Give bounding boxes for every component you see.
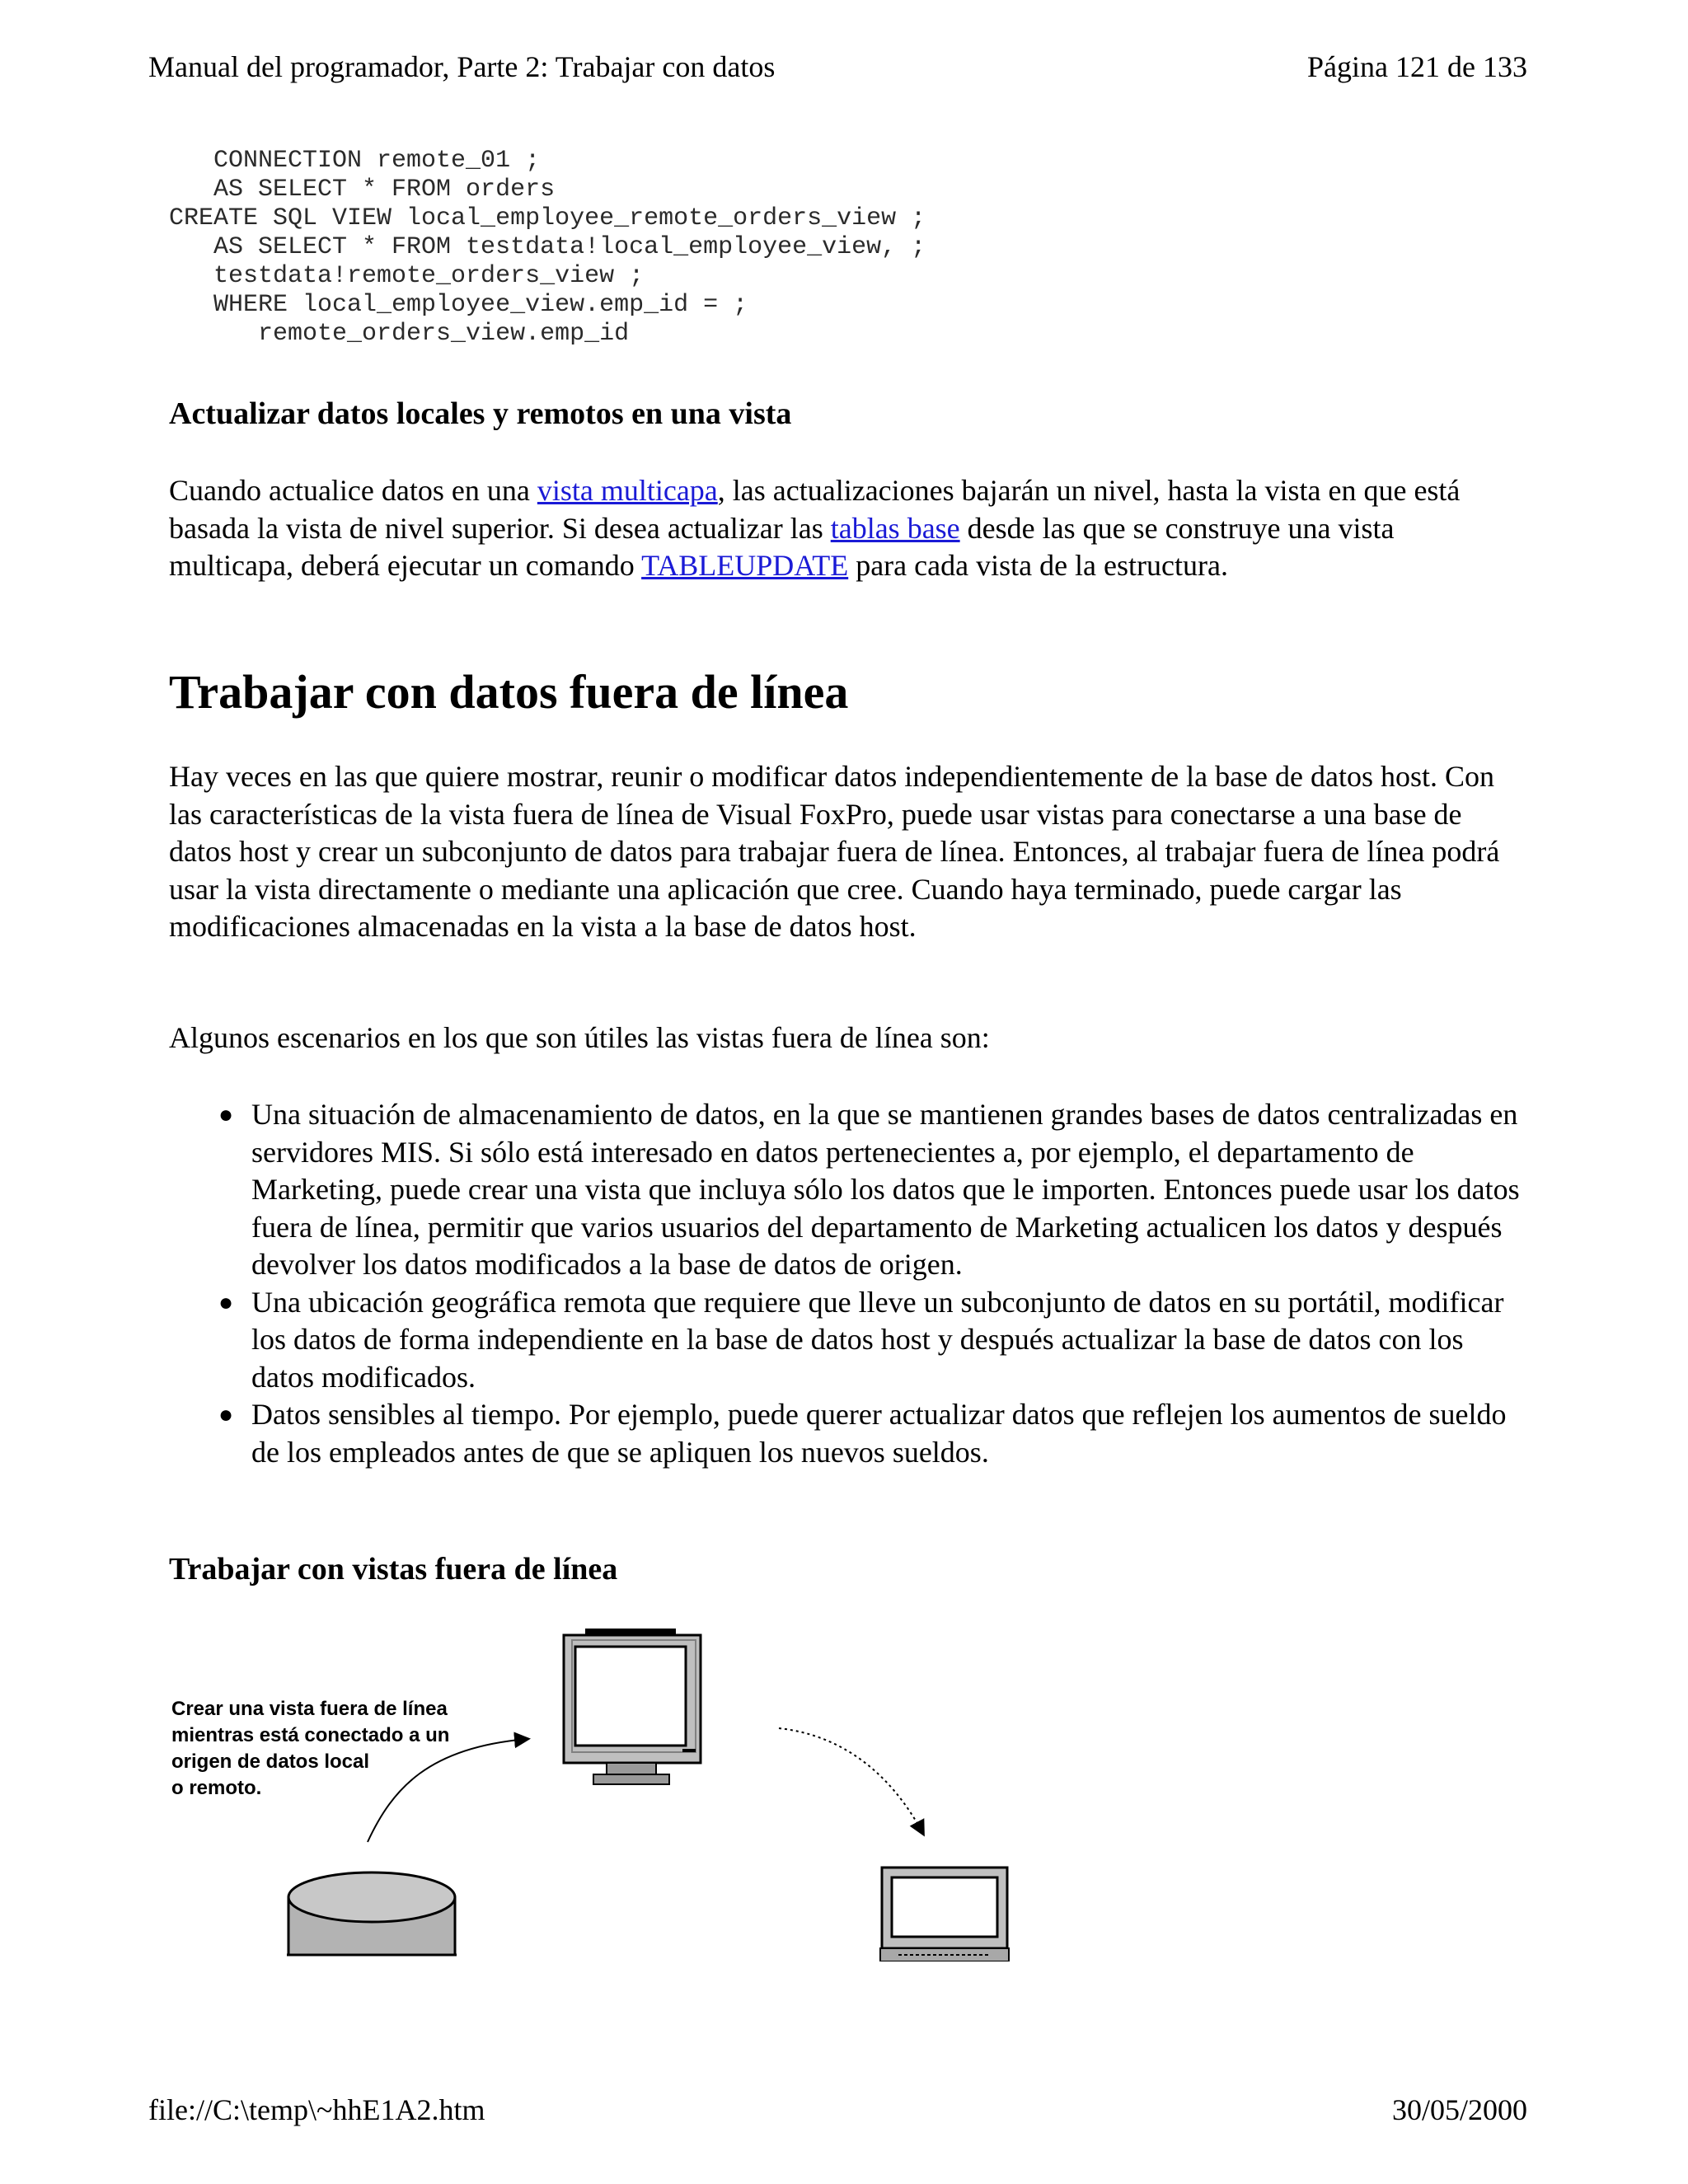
bullet-icon: ● xyxy=(218,1288,234,1316)
paragraph-scenarios-intro: Algunos escenarios en los que son útiles las vistas fuera de línea son: xyxy=(169,1021,990,1054)
code-line: CONNECTION remote_01 ; xyxy=(169,147,541,175)
text-run: desde las que se construye una vista multicapa, deberá ejecutar un comando xyxy=(169,511,1395,582)
page-number: Página 121 de 133 xyxy=(1307,50,1527,83)
database-icon xyxy=(287,1872,457,1955)
offline-view-diagram xyxy=(165,1615,1030,1961)
list-item-text: Una ubicación geográfica remota que requiere que lleve un subconjunto de datos en su portátil, modificar los datos de forma independiente en la base de datos host y después actualizar la base de datos con los datos modificados. xyxy=(251,1285,1504,1394)
header-title: Manual del programador, Parte 2: Trabajar con datos xyxy=(148,50,776,83)
desktop-computer-icon xyxy=(564,1629,701,1784)
code-line: testdata!remote_orders_view ; xyxy=(169,262,645,290)
diagram-graphics xyxy=(165,1615,1030,1961)
caption-line: mientras está conectado a un xyxy=(171,1724,450,1746)
section-heading-offline: Trabajar con datos fuera de línea xyxy=(169,665,849,719)
caption-line: origen de datos local xyxy=(171,1750,370,1773)
laptop-icon xyxy=(880,1868,1009,1961)
section-heading-update: Actualizar datos locales y remotos en una vista xyxy=(169,396,792,431)
code-line: remote_orders_view.emp_id xyxy=(169,320,630,348)
list-item-text: Datos sensibles al tiempo. Por ejemplo, puede querer actualizar datos que reflejen los aumentos de sueldo de los empleados antes de que se apliquen los nuevos sueldos. xyxy=(251,1398,1507,1469)
code-line: CREATE SQL VIEW local_employee_remote_orders_view ; xyxy=(169,204,926,232)
code-block xyxy=(169,147,926,349)
bullet-icon: ● xyxy=(218,1401,234,1428)
scenario-list xyxy=(169,1096,1529,1471)
list-item-text: Una situación de almacenamiento de datos, en la que se mantienen grandes bases de datos centralizadas en servidores MIS. Si sólo está interesado en datos pertenecientes a, por ejemplo, el departamento de Marketing, puede crear una vista que incluya sólo los datos que le importen. Entonces puede usar los datos fuera de línea, permitir que varios usuarios del departamento de Marketing actualicen los datos y después devolver los datos modificados a la base de datos de origen. xyxy=(251,1098,1520,1281)
text-run: , las actualizaciones bajarán un nivel, hasta la vista en que está basada la vista de nivel superior. Si desea actualizar las xyxy=(169,474,1461,545)
code-line: AS SELECT * FROM orders xyxy=(169,176,556,204)
code-line: WHERE local_employee_view.emp_id = ; xyxy=(169,291,748,319)
caption-line: o remoto. xyxy=(171,1777,262,1799)
footer-date: 30/05/2000 xyxy=(1391,2093,1527,2126)
list-item xyxy=(169,1096,1529,1284)
text-run: para cada vista de la estructura. xyxy=(848,549,1228,582)
bullet-icon: ● xyxy=(218,1101,234,1128)
code-line: AS SELECT * FROM testdata!local_employee_view, ; xyxy=(169,233,926,261)
caption-line: Crear una vista fuera de línea xyxy=(171,1698,448,1720)
paragraph-update xyxy=(169,472,1521,585)
link-tableupdate[interactable]: TABLEUPDATE xyxy=(641,549,849,582)
link-vista-multicapa[interactable]: vista multicapa xyxy=(537,474,718,507)
section-heading-offline-views: Trabajar con vistas fuera de línea xyxy=(169,1552,618,1586)
list-item xyxy=(169,1284,1529,1397)
list-item xyxy=(169,1396,1529,1471)
footer-path: file://C:\temp\~hhE1A2.htm xyxy=(148,2093,485,2126)
text-run: Cuando actualice datos en una xyxy=(169,474,537,507)
link-tablas-base[interactable]: tablas base xyxy=(830,511,960,545)
paragraph-offline-intro: Hay veces en las que quiere mostrar, reunir o modificar datos independientemente de la base de datos host. Con las características de la vista fuera de línea de Visual FoxPro, puede usar vistas para conectarse a una base de datos host y crear un subconjunto de datos para trabajar fuera de línea. Entonces, al trabajar fuera de línea podrá usar la vista directamente o mediante una aplicación que cree. Cuando haya terminado, puede cargar las modificaciones almacenadas en la vista a la base de datos host. xyxy=(169,760,1500,943)
